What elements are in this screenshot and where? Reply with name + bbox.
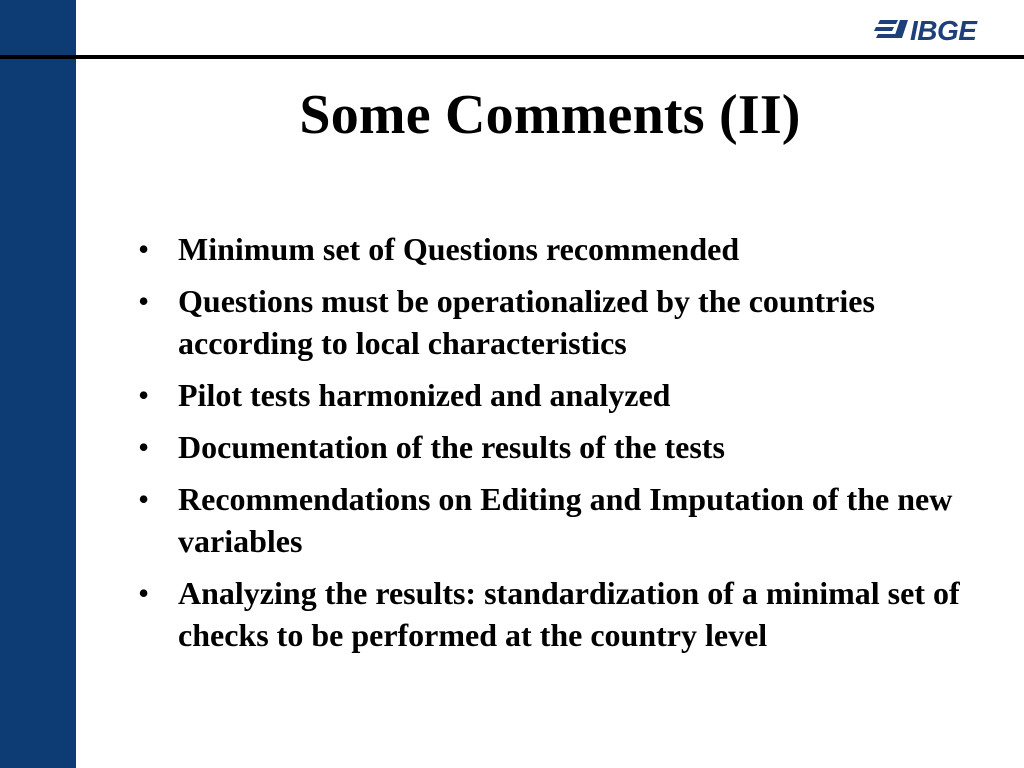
bullet-item [138,280,978,364]
bullet-item [138,426,978,468]
bullet-marker: • [138,231,150,267]
bullet-text: Analyzing the results: standardization of a minimal set of checks to be performed at the country level [178,575,960,653]
bullet-list [138,228,978,666]
bullet-item [138,572,978,656]
left-color-band [0,0,76,768]
bullet-text: Documentation of the results of the tests [178,429,725,465]
bullet-item [138,478,978,562]
ibge-logo-text: IBGE [910,15,977,46]
bullet-text: Questions must be operationalized by the countries according to local characteristics [178,283,875,361]
bullet-item [138,374,978,416]
ibge-logo [874,14,1000,46]
ibge-logo-mark-icon [874,20,908,38]
bullet-marker: • [138,377,150,413]
slide-title: Some Comments (II) [299,84,801,146]
bullet-marker: • [138,429,150,465]
bullet-text: Pilot tests harmonized and analyzed [178,377,671,413]
bullet-text: Minimum set of Questions recommended [178,231,740,267]
bullet-marker: • [138,481,150,517]
bullet-marker: • [138,575,150,611]
bullet-item [138,228,978,270]
bullet-marker: • [138,283,150,319]
bullet-text: Recommendations on Editing and Imputation of the new variables [178,481,953,559]
header-rule [0,55,1024,59]
